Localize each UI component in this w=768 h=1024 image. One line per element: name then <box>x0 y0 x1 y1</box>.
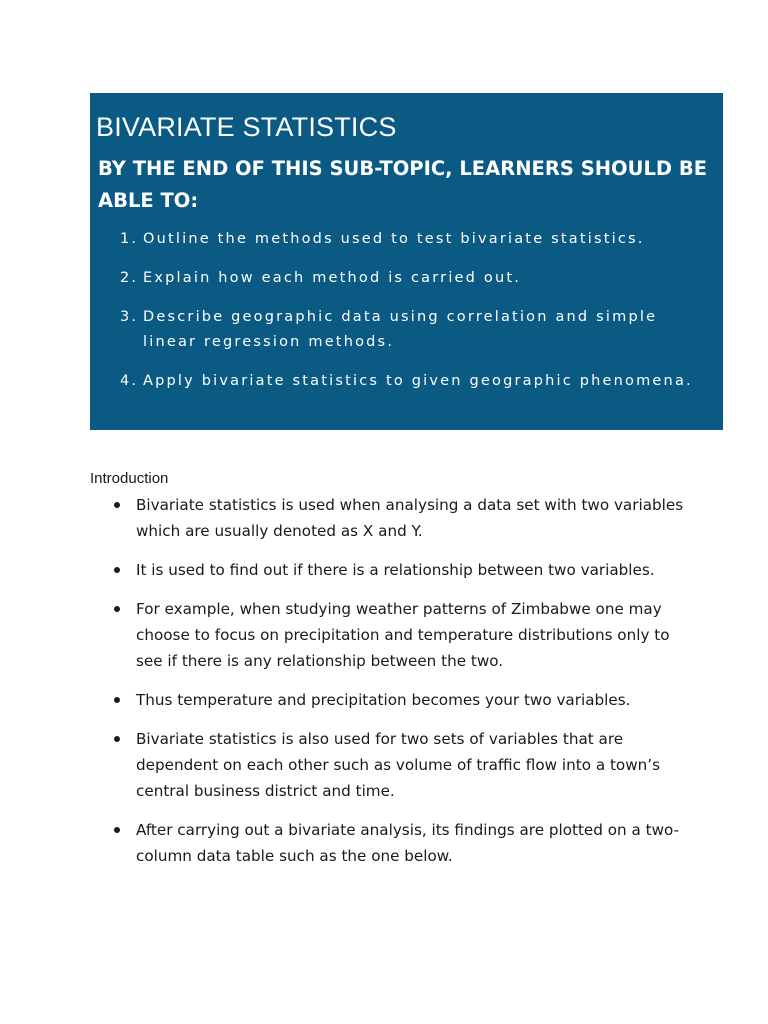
bullet-icon <box>114 502 120 508</box>
bullet-icon <box>114 606 120 612</box>
list-item <box>90 817 690 869</box>
objective-number: 3. <box>120 309 139 325</box>
list-item <box>90 492 690 544</box>
bullet-icon <box>114 827 120 833</box>
objective-text: Outline the methods used to test bivariate statistics. <box>143 231 645 247</box>
bullet-text: After carrying out a bivariate analysis, its findings are plotted on a two-column data table such as the one below. <box>136 821 680 865</box>
objective-number: 2. <box>120 270 139 286</box>
bullet-text: Bivariate statistics is also used for two sets of variables that are dependent on each other such as volume of traffic flow into a town’s central business district and time. <box>136 730 660 800</box>
list-item <box>90 596 690 674</box>
page-title: BIVARIATE STATISTICS <box>96 112 397 142</box>
introduction-heading: Introduction <box>90 470 169 487</box>
objective-text: Apply bivariate statistics to given geographic phenomena. <box>143 373 693 389</box>
objective-item <box>96 227 713 252</box>
objectives-list <box>96 227 713 394</box>
objectives-subtitle: BY THE END OF THIS SUB-TOPIC, LEARNERS SHOULD BE ABLE TO: <box>98 157 708 212</box>
objective-text: Explain how each method is carried out. <box>143 270 522 286</box>
objective-number: 1. <box>120 231 139 247</box>
objective-item <box>96 369 713 394</box>
bullet-icon <box>114 567 120 573</box>
bullet-icon <box>114 736 120 742</box>
list-item <box>90 557 690 583</box>
list-item <box>90 726 690 804</box>
bullet-text: Bivariate statistics is used when analysing a data set with two variables which are usually denoted as X and Y. <box>136 496 684 540</box>
objective-number: 4. <box>120 373 139 389</box>
objective-item <box>96 305 713 355</box>
objective-text: Describe geographic data using correlation and simple linear regression methods. <box>143 309 658 350</box>
list-item <box>90 687 690 713</box>
objectives-banner <box>90 93 723 430</box>
introduction-bullet-list <box>90 492 690 882</box>
bullet-icon <box>114 697 120 703</box>
bullet-text: Thus temperature and precipitation becomes your two variables. <box>136 691 631 709</box>
bullet-text: It is used to find out if there is a relationship between two variables. <box>136 561 655 579</box>
objective-item <box>96 266 713 291</box>
bullet-text: For example, when studying weather patterns of Zimbabwe one may choose to focus on precipitation and temperature distributions only to see if there is any relationship between the two. <box>136 600 670 670</box>
